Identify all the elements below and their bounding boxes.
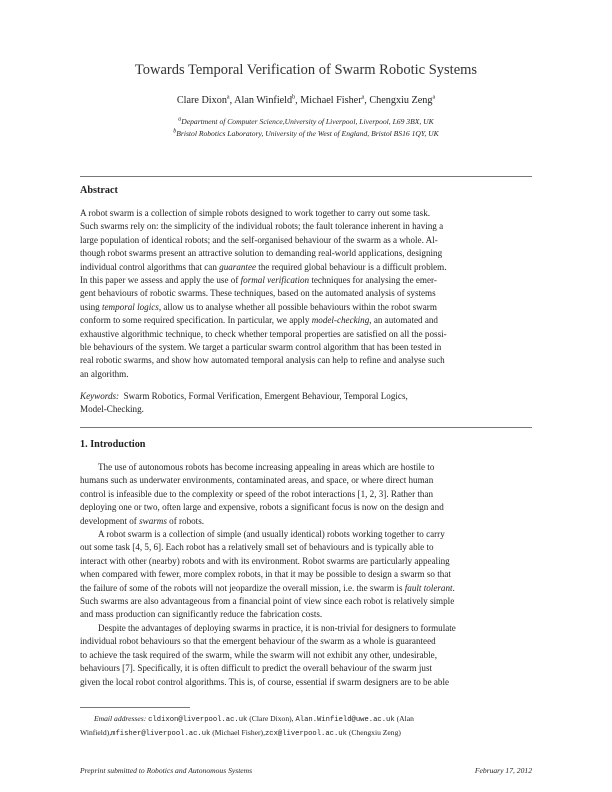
email-link[interactable]: zcx@liverpool.ac.uk <box>264 729 347 738</box>
text-line: interact with other (nearby) robots and with its environment. Robot swarms are particularly appealing <box>80 555 450 566</box>
text-line: The use of autonomous robots has become increasing appealing in areas which are hostile to <box>98 462 435 472</box>
text-line: Such swarms rely on: the simplicity of the individual robots; the fault tolerance inherent in having a <box>80 221 444 232</box>
text-line: control is infeasible due to the complexity or speed of the robot interactions [1, 2, 3]. Rather than <box>80 488 434 499</box>
footnote-label: Email addresses: <box>94 714 147 723</box>
email-owner: (Chengxiu Zeng) <box>348 727 401 737</box>
abstract-text <box>80 207 532 381</box>
email-link[interactable]: cldixon@liverpool.ac.uk <box>148 716 248 724</box>
text-line: gent behaviours of robotic swarms. These techniques, based on the automated analysis of systems <box>80 288 436 299</box>
abstract-heading: Abstract <box>80 185 118 196</box>
affiliation <box>0 117 612 126</box>
text-line: an algorithm. <box>80 368 129 379</box>
text-line: ble behaviours of the system. We target a particular swarm control algorithm that has been tested in <box>80 342 442 353</box>
text-line: individual robot behaviours so that the emergent behaviour of the swarm as a whole is guaranteed <box>80 636 436 647</box>
text-line: though robot swarms present an attractive solution to demanding real-world applications, designing <box>80 248 443 259</box>
text-line: A robot swarm is a collection of simple (and usually identical) robots working together to carry <box>98 529 445 539</box>
section-heading: 1. Introduction <box>80 439 146 450</box>
affiliation-mark: a <box>178 116 182 123</box>
author-affiliation-mark: a <box>226 94 230 101</box>
affiliation-text: Department of Computer Science,University of Liverpool, Liverpool, L69 3BX, UK <box>181 117 434 126</box>
text-line: conform to some required specification. In particular, we apply model-checking, an automated and <box>80 315 438 326</box>
text-line: A robot swarm is a collection of simple robots designed to work together to carry out some task. <box>80 208 431 218</box>
email-owner: (Michael Fisher), <box>212 727 265 737</box>
intro-paragraph-3 <box>80 622 532 689</box>
intro-paragraph-2 <box>80 528 532 622</box>
author-affiliation-mark: a <box>361 94 365 101</box>
text-line: out some task [4, 5, 6]. Each robot has a relatively small set of behaviours and is typically able to <box>80 542 434 553</box>
author-affiliation-mark: a <box>432 94 436 101</box>
author-name: Chengxiu Zeng <box>369 95 433 106</box>
text-line: and mass production can significantly reduce the fabrication costs. <box>80 609 323 620</box>
email-owner: (Alan <box>396 714 414 723</box>
email-owner: (Clare Dixon), <box>249 714 294 723</box>
affiliation-text: Bristol Robotics Laboratory, University of the West of England, Bristol BS16 1QY, UK <box>176 129 439 138</box>
text-line: to achieve the task required of the swarm, while the swarm will not exhibit any other, undesirable, <box>80 649 437 660</box>
author-affiliation-mark: b <box>292 94 296 101</box>
affiliation-mark: b <box>173 128 177 135</box>
text-line: deploying one or two, often large and expensive, robots a significant focus is now on the design and <box>80 502 444 513</box>
keywords-label: Keywords: <box>80 391 120 401</box>
author-name: Michael Fisher <box>300 95 362 106</box>
preprint-note: Preprint submitted to Robotics and Autonomous Systems <box>80 766 253 775</box>
affiliation <box>0 129 612 138</box>
footnote-rule <box>80 707 190 708</box>
text-line: humans such as underwater environments, contaminated areas, and space, or where direct human <box>80 475 434 486</box>
text-line: development of swarms of robots. <box>80 515 205 526</box>
author-name: Alan Winfield <box>234 95 293 106</box>
paper-title: Towards Temporal Verification of Swarm Robotic Systems <box>134 62 478 78</box>
text-line: behaviours [7]. Specifically, it is often difficult to predict the overall behaviour of the swarm just <box>80 663 433 674</box>
text-line: In this paper we assess and apply the use of formal verification techniques for analysing the emer- <box>80 275 437 286</box>
intro-paragraph-1 <box>80 461 532 528</box>
text-line: when compared with fewer, more complex robots, in that it may be possible to design a swarm so that <box>80 569 451 580</box>
text-line: large population of identical robots; and the self-organised behaviour of the swarm as a whole. Al- <box>80 234 438 245</box>
email-link[interactable]: Alan.Winfield@uwe.ac.uk <box>295 716 395 724</box>
author-list: Clare Dixon$^a$, Alan Winfield$^b$, Michael Fisher$^a$, Chengxiu Zeng$^a$ <box>176 94 436 106</box>
text-line: Such swarms are also advantageous from a financial point of view since each robot is relatively simple <box>80 596 455 607</box>
keywords-list: Swarm Robotics, Formal Verification, Emergent Behaviour, Temporal Logics, <box>123 391 408 401</box>
text-line: Despite the advantages of deploying swarms in practice, it is non-trivial for designers to formulate <box>98 623 456 633</box>
text-line: exhaustive algorithmic technique, to check whether temporal properties are satisfied on all the possi- <box>80 328 447 339</box>
keywords <box>80 390 532 416</box>
text-line: given the local robot control algorithms. This is, of course, essential if swarm designers are to be able <box>80 676 450 687</box>
text-line: individual control algorithms that can guarantee the required global behaviour is a difficult problem. <box>80 261 447 272</box>
date: February 17, 2012 <box>474 766 532 775</box>
text-line: using temporal logics, allow us to analyse whether all possible behaviours within the robot swarm <box>80 301 437 312</box>
footnote-emails <box>80 713 532 740</box>
author-name: Clare Dixon <box>176 95 227 106</box>
abstract-bottom-rule <box>80 427 532 428</box>
text-line: real robotic swarms, and show how automated temporal analysis can help to refine and analyse such <box>80 355 445 366</box>
keywords-list-cont: Model-Checking. <box>80 404 144 415</box>
email-owner-cont: Winfield), <box>80 727 112 737</box>
top-rule <box>80 176 532 177</box>
email-link[interactable]: mfisher@liverpool.ac.uk <box>111 729 211 738</box>
text-line: the failure of some of the robots will not jeopardize the overall mission, i.e. the swarm is fault tolerant. <box>80 582 455 593</box>
